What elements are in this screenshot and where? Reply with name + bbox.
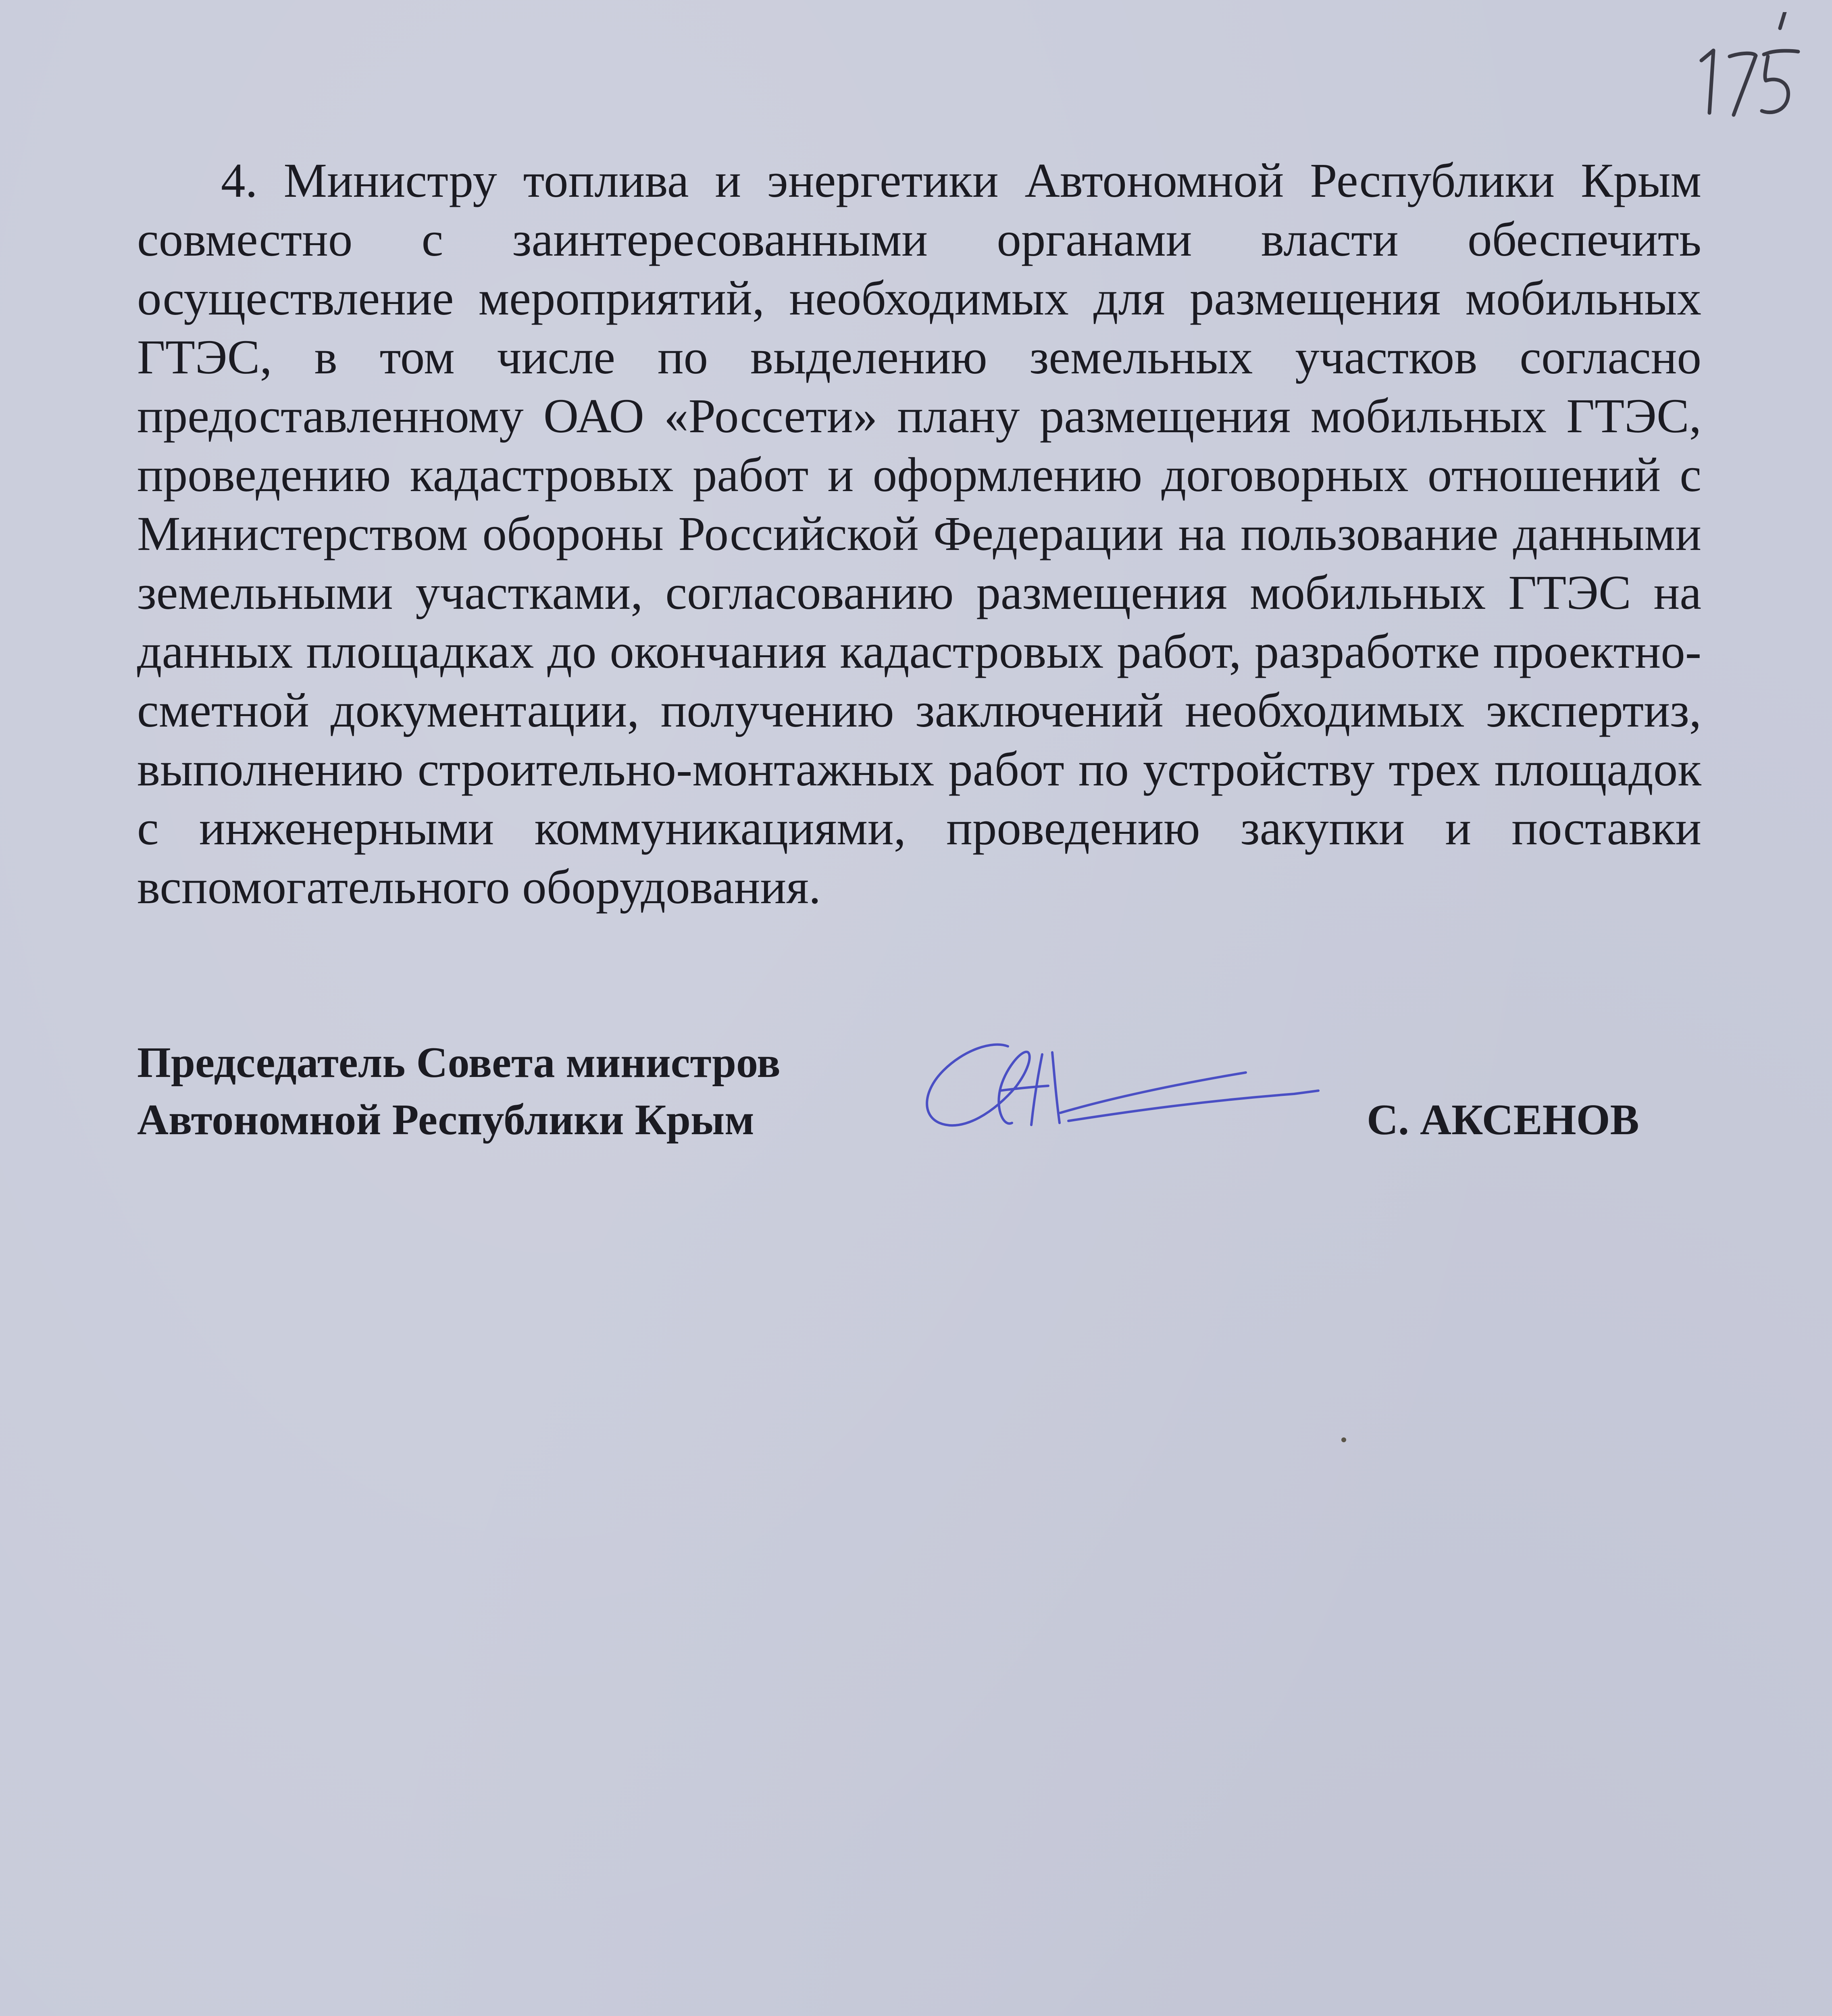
signer-position bbox=[137, 1034, 781, 1149]
order-paragraph-4: 4. Министру топлива и энергетики Автономной Республики Крым совместно с заинтересованными органами власти обеспечить осуществление мероприятий, необходимых для размещения мобильных ГТЭС, в том числе по выделению земельных участков согласно предоставленному ОАО «Россети» плану размещения мобильных ГТЭС, проведению кадастровых работ и оформлению договорных отношений с Министерством обороны Российской Федерации на пользование данными земельными участками, согласованию размещения мобильных ГТЭС на данных площадках до окончания кадастровых работ, разработке проектно-сметной документации, получению заключений необходимых экспертиз, выполнению строительно-монтажных работ по устройству трех площадок с инженерными коммуникациями, проведению закупки и поставки вспомогательного оборудования. bbox=[137, 154, 1701, 914]
signer-position-line-2: Автономной Республики Крым bbox=[137, 1096, 754, 1144]
handwritten-page-number bbox=[1685, 12, 1806, 133]
paper-speck bbox=[1341, 1437, 1346, 1442]
signer-name: С. АКСЕНОВ bbox=[1367, 1096, 1639, 1144]
signature-block bbox=[137, 1034, 1701, 1163]
handwritten-signature-icon bbox=[883, 1018, 1347, 1155]
signer-position-line-1: Председатель Совета министров bbox=[137, 1039, 781, 1087]
